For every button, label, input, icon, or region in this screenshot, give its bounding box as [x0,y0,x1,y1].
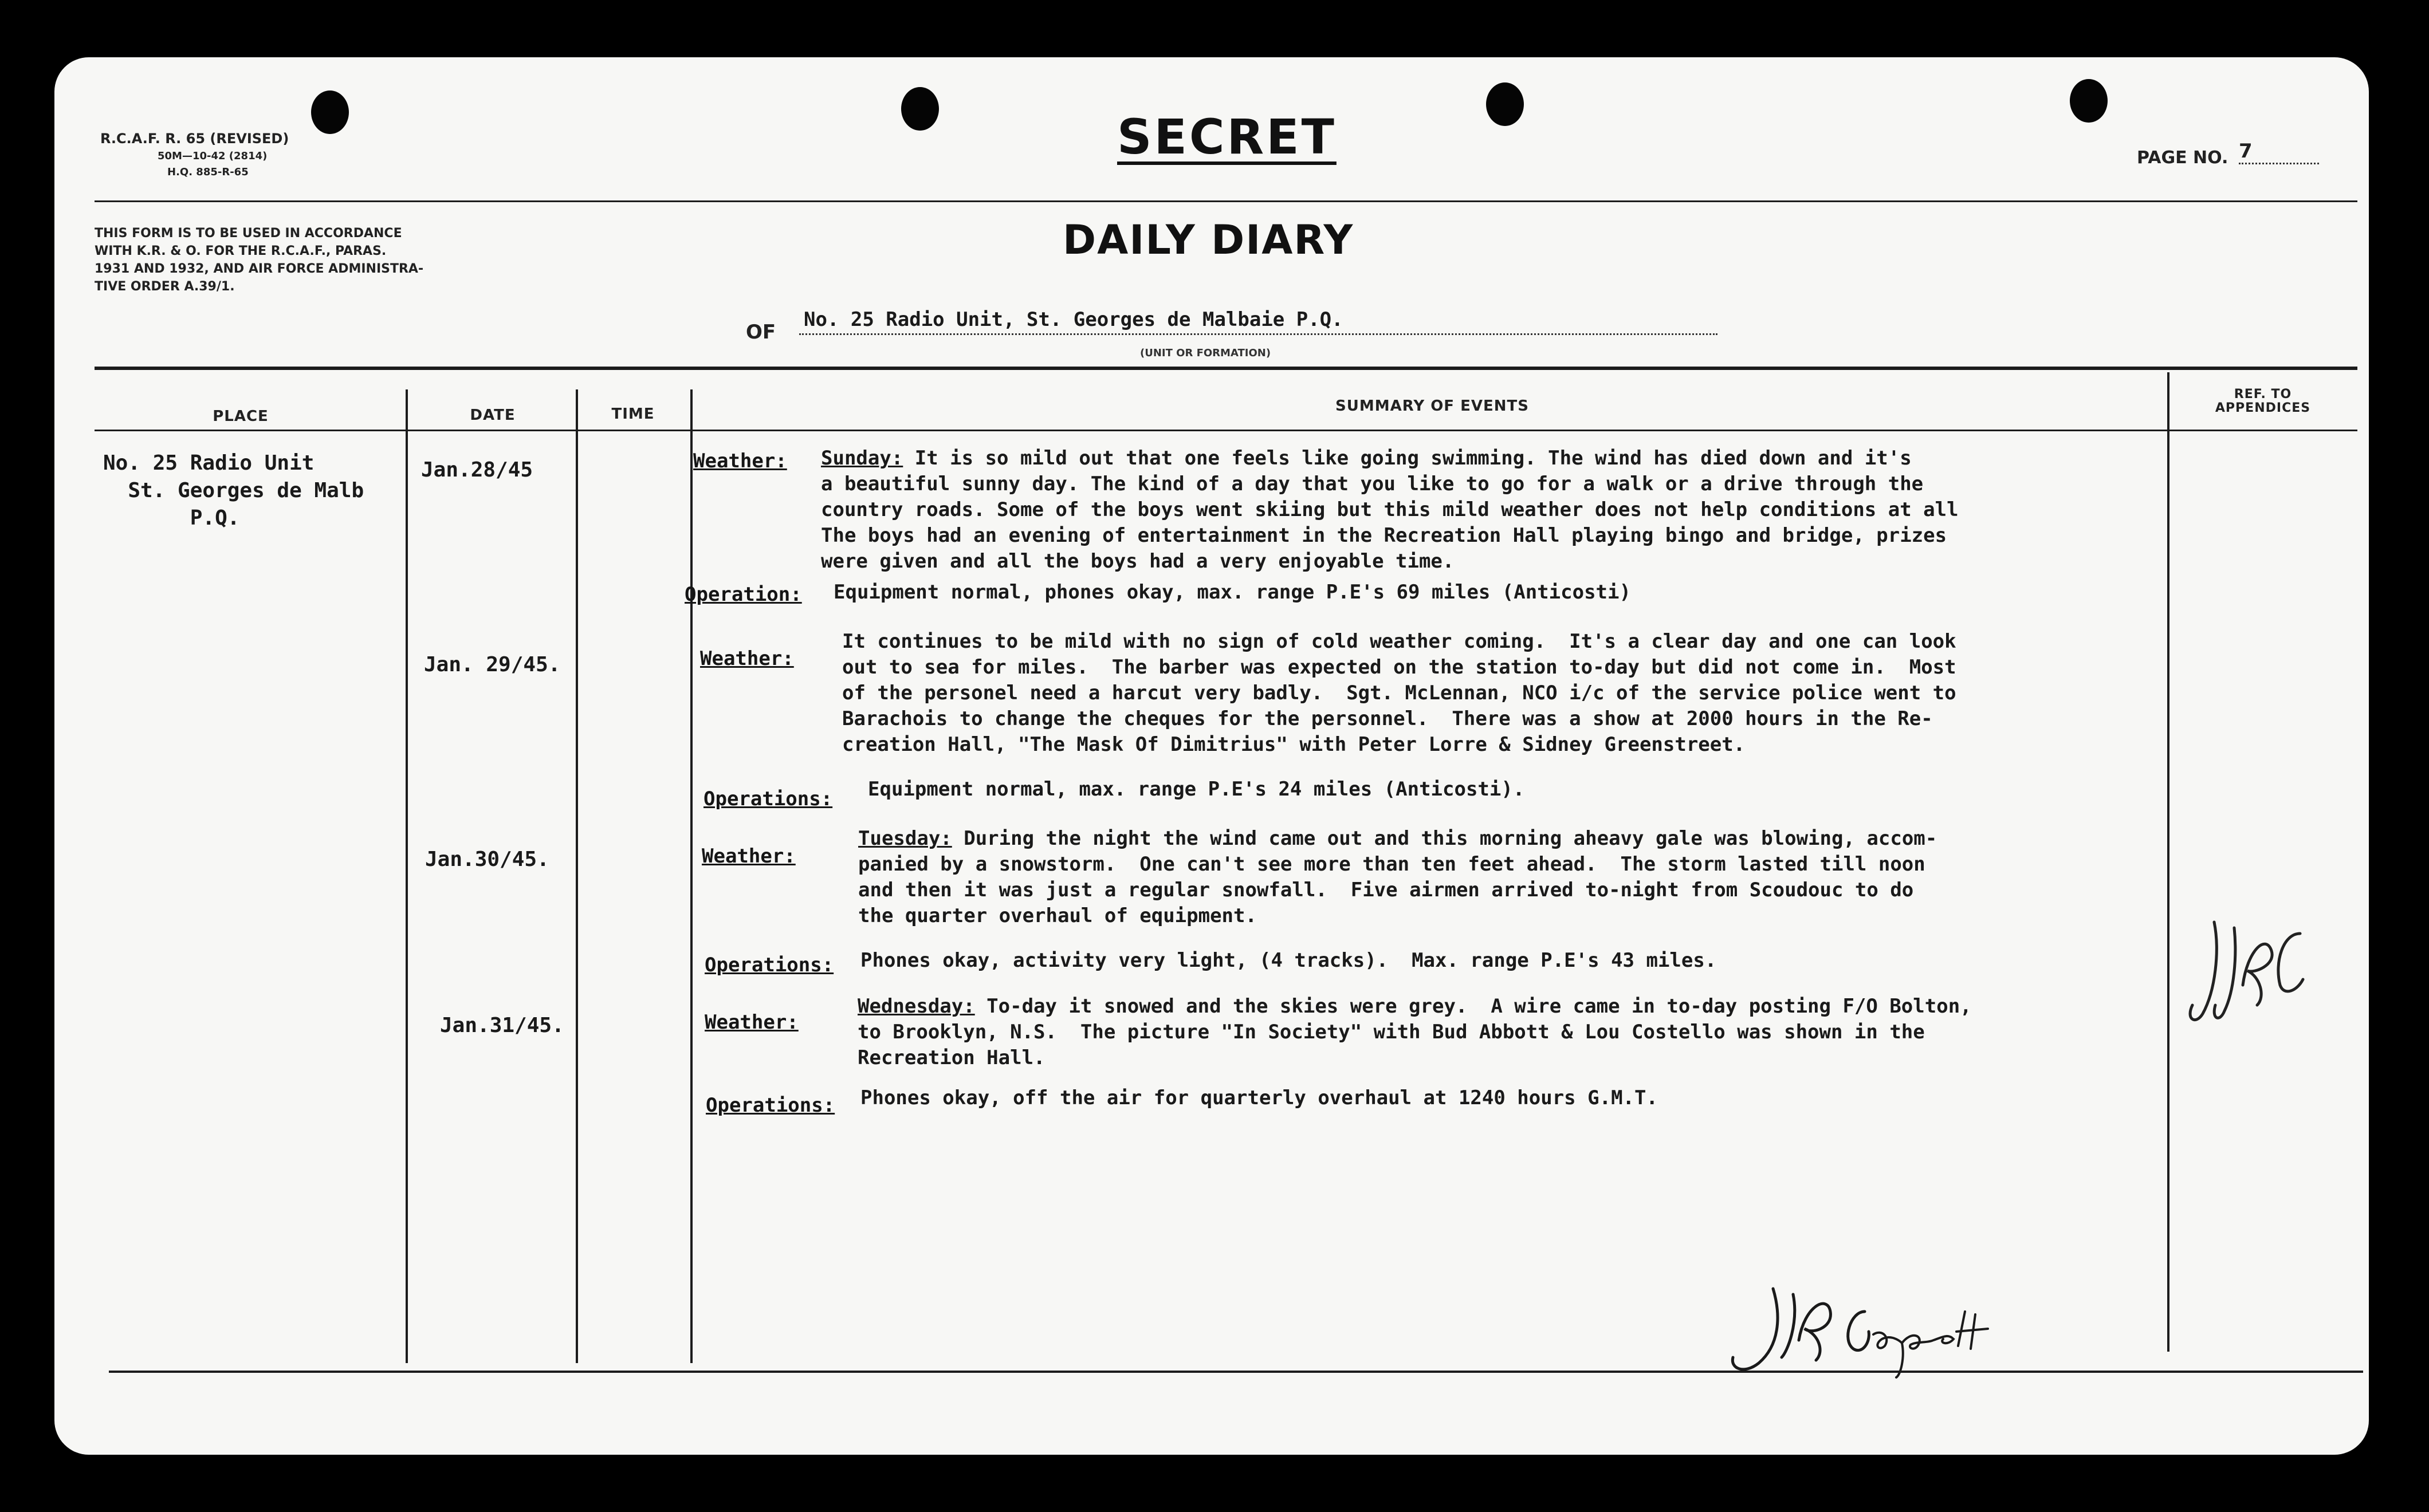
form-id-line-3: H.Q. 885-R-65 [167,166,249,178]
unit-of-label: OF [746,321,776,344]
table-header-rule [95,430,2357,431]
entry-2-weather-label: Weather: [700,647,794,670]
officer-signature [1719,1271,2039,1380]
column-header-summary: SUMMARY OF EVENTS [1335,397,1529,415]
entry-date-4: Jan.31/45. [440,1014,564,1037]
place-cell: No. 25 Radio Unit St. Georges de Malb P.Q. [103,451,364,530]
entry-2-operations-text: Equipment normal, max. range P.E's 24 miles (Anticosti). [868,778,1525,801]
entry-4-weather-body: To-day it snowed and the skies were grey. A wire came in to-day posting F/O Bolton, to Brooklyn, N.S. The picture "In Society" with Bud Abbott & Lou Costello was shown in the Recreation Hall. [858,995,1972,1069]
entry-3-day-name: Tuesday: [858,827,952,850]
entry-date-1: Jan.28/45 [421,458,533,482]
entry-1-weather-body: It is so mild out that one feels like going swimming. The wind has died down and it's a beautiful sunny day. The kind of a day that you like to go for a walk or a drive through the country roads. Some of the boys went skiing but this mild weather does not help conditions at all The boys had an evening of entertainment in the Recreation Hall playing bingo and bridge, prizes were given and all the boys had a very enjoyable time. [821,447,1959,573]
form-id-line-2: 50M—10-42 (2814) [158,150,268,162]
entry-3-weather-label: Weather: [702,845,796,868]
punch-hole-3 [1486,82,1524,126]
punch-hole-1 [311,90,349,134]
column-header-ref-line-2: APPENDICES [2215,401,2311,415]
entry-4-operations-text: Phones okay, off the air for quarterly overhaul at 1240 hours G.M.T. [860,1086,1658,1109]
entry-4-operations-label: Operations: [706,1094,835,1117]
page-number-label: PAGE NO. [2137,148,2228,168]
column-header-time: TIME [611,405,655,423]
entry-4-weather-text [858,994,1972,1071]
entry-1-weather-label: Weather: [693,450,787,472]
column-header-place: PLACE [213,408,269,425]
header-divider [95,200,2357,202]
column-divider-summary [2167,372,2169,1352]
punch-hole-2 [901,87,939,131]
entry-2-operations-label: Operations: [703,788,833,810]
page-number-value: 7 [2239,140,2319,164]
column-divider-date [576,389,578,1363]
form-id-line-1: R.C.A.F. R. 65 (REVISED) [100,131,289,147]
initials-signature [2180,911,2312,1042]
entry-1-operations-text: Equipment normal, phones okay, max. range P.E's 69 miles (Anticosti) [834,581,1631,604]
column-header-ref-line-1: REF. TO [2234,387,2292,401]
column-divider-time [690,389,693,1363]
entry-date-3: Jan.30/45. [425,848,549,871]
classification-heading: SECRET [1117,109,1337,165]
table-top-rule [95,367,2357,370]
entry-4-day-name: Wednesday: [858,995,975,1018]
entry-3-weather-body: During the night the wind came out and this morning aheavy gale was blowing, accom- panied by a snowstorm. One can't see more than ten feet ahead. The storm lasted till noon and then it was just a regular snowfall. Five airmen arrived to-night from Scoudouc to do the quarter overhaul of equipment. [858,827,1937,927]
entry-3-operations-text: Phones okay, activity very light, (4 tracks). Max. range P.E's 43 miles. [860,949,1717,972]
column-header-date: DATE [470,407,516,424]
diary-title: DAILY DIARY [1063,216,1354,263]
entry-1-weather-text [821,446,1959,574]
entry-3-weather-text [858,826,1937,929]
entry-date-2: Jan. 29/45. [424,653,561,676]
entry-2-weather-text: It continues to be mild with no sign of cold weather coming. It's a clear day and one can look out to sea for miles. The barber was expected on the station to-day but did not come in. Most of the personel need a harcut very badly. Sgt. McLennan, NCO i/c of the service police went to Barachois to change the cheques for the personnel. There was a show at 2000 hours in the Re- creation Hall, "The Mask Of Dimitrius" with Peter Lorre & Sidney Greenstreet. [842,630,1956,756]
unit-name: No. 25 Radio Unit, St. Georges de Malbaie P.Q. [799,308,1717,335]
entry-1-operations-label: Operation: [685,583,802,606]
entry-3-operations-label: Operations: [705,954,834,976]
unit-caption: (UNIT OR FORMATION) [1140,347,1271,359]
entry-1-day-name: Sunday: [821,447,903,470]
column-divider-place [406,389,408,1363]
punch-hole-4 [2070,79,2108,123]
entry-4-weather-label: Weather: [705,1011,799,1034]
form-usage-notice: THIS FORM IS TO BE USED IN ACCORDANCE WITH K.R. & O. FOR THE R.C.A.F., PARAS. 1931 AND 1932, AND AIR FORCE ADMINISTRA- TIVE ORDER A.39/1. [95,226,424,294]
